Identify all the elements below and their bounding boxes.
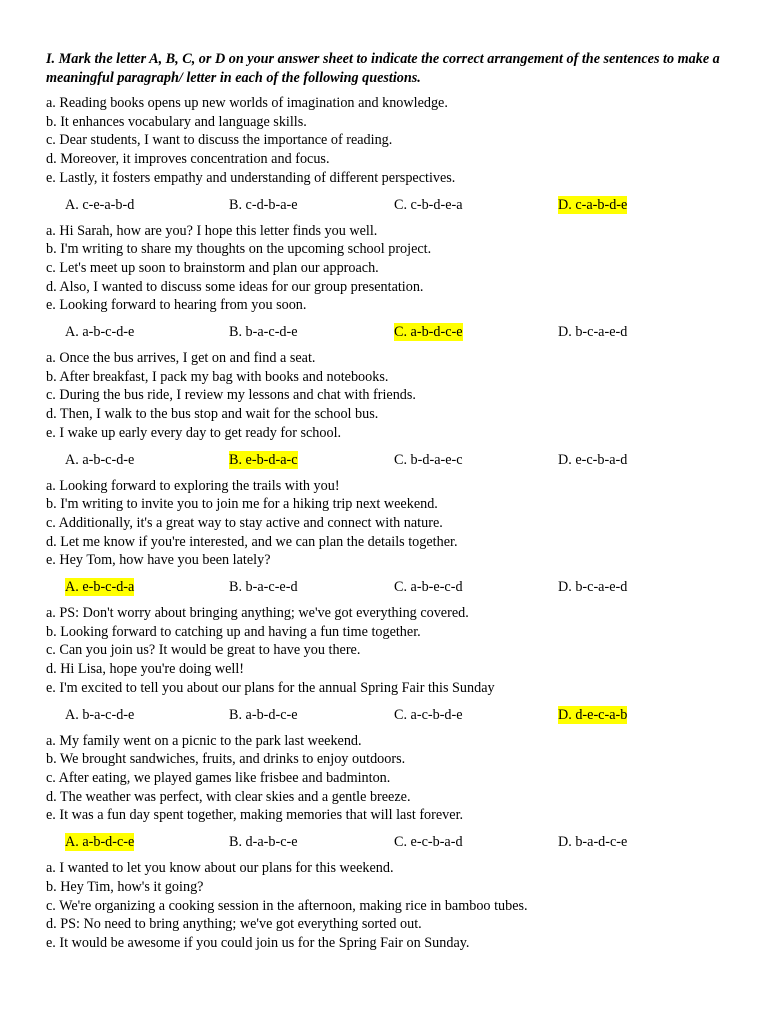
sentence-line: c. Let's meet up soon to brainstorm and plan our approach. (46, 259, 379, 276)
sentence-line: e. I'm excited to tell you about our plans for the annual Spring Fair this Sunday (46, 679, 495, 696)
answer-option: C. a-c-b-d-e (394, 706, 463, 723)
question-block (46, 477, 736, 599)
answer-option-highlighted: A. e-b-c-d-a (65, 579, 135, 596)
answer-option: D. b-c-a-e-d (558, 579, 628, 596)
sentence-line: c. During the bus ride, I review my lessons and chat with friends. (46, 387, 416, 404)
answer-option: C. c-b-d-e-a (394, 196, 463, 213)
sentence-line: c. Dear students, I want to discuss the importance of reading. (46, 132, 393, 149)
sentence-line: e. Looking forward to hearing from you soon. (46, 297, 307, 314)
answer-options-row (46, 323, 736, 343)
answer-option: C. e-c-b-a-d (394, 834, 463, 851)
question-block (46, 859, 736, 953)
sentence-line: b. Hey Tim, how's it going? (46, 878, 204, 895)
answer-option: B. d-a-b-c-e (229, 834, 298, 851)
answer-option-highlighted: A. a-b-d-c-e (65, 834, 135, 851)
answer-option: D. b-c-a-e-d (558, 324, 628, 341)
answer-option: B. c-d-b-a-e (229, 196, 298, 213)
answer-option: D. e-c-b-a-d (558, 451, 628, 468)
sentence-line: e. Hey Tom, how have you been lately? (46, 552, 271, 569)
question-block (46, 604, 736, 726)
question-block (46, 94, 736, 216)
answer-options-row (46, 833, 736, 853)
sentence-line: d. Moreover, it improves concentration and focus. (46, 151, 330, 168)
sentence-line: b. I'm writing to invite you to join me for a hiking trip next weekend. (46, 496, 438, 513)
question-block (46, 222, 736, 344)
sentence-line: b. After breakfast, I pack my bag with books and notebooks. (46, 368, 389, 385)
sentence-line: c. Can you join us? It would be great to have you there. (46, 642, 361, 659)
sentence-line: d. PS: No need to bring anything; we've got everything sorted out. (46, 916, 422, 933)
answer-option: B. a-b-d-c-e (229, 706, 298, 723)
answer-option-highlighted: D. c-a-b-d-e (558, 196, 628, 213)
sentence-line: e. It would be awesome if you could join us for the Spring Fair on Sunday. (46, 934, 470, 951)
answer-option-highlighted: B. e-b-d-a-c (229, 451, 298, 468)
answer-option: B. b-a-c-e-d (229, 579, 298, 596)
sentence-line: a. My family went on a picnic to the park last weekend. (46, 732, 362, 749)
sentence-line: e. I wake up early every day to get ready for school. (46, 424, 342, 441)
sentence-line: d. Hi Lisa, hope you're doing well! (46, 661, 244, 678)
answer-option: C. a-b-e-c-d (394, 579, 463, 596)
answer-option-highlighted: D. d-e-c-a-b (558, 706, 628, 723)
answer-option: B. b-a-c-d-e (229, 324, 298, 341)
sentence-line: a. Reading books opens up new worlds of imagination and knowledge. (46, 95, 448, 111)
sentence-line: a. Once the bus arrives, I get on and find a seat. (46, 350, 316, 367)
sentence-line: d. The weather was perfect, with clear skies and a gentle breeze. (46, 788, 411, 805)
sentence-line: b. I'm writing to share my thoughts on the upcoming school project. (46, 241, 432, 258)
sentence-line: b. Looking forward to catching up and having a fun time together. (46, 623, 421, 640)
answer-options-row (46, 706, 736, 726)
question-block (46, 732, 736, 854)
instruction-heading: I. Mark the letter A, B, C, or D on your answer sheet to indicate the correct arrangement of the sentences to make a meaningful paragraph/ letter in each of the following questions. (46, 51, 720, 86)
sentence-line: a. PS: Don't worry about bringing anything; we've got everything covered. (46, 605, 469, 622)
question-block (46, 349, 736, 471)
sentence-line: b. We brought sandwiches, fruits, and drinks to enjoy outdoors. (46, 751, 406, 768)
sentence-line: d. Also, I wanted to discuss some ideas for our group presentation. (46, 278, 424, 295)
answer-option-highlighted: C. a-b-d-c-e (394, 324, 463, 341)
answer-option: C. b-d-a-e-c (394, 451, 463, 468)
sentence-line: c. After eating, we played games like frisbee and badminton. (46, 769, 391, 786)
answer-options-row (46, 451, 736, 471)
answer-option: A. a-b-c-d-e (65, 324, 135, 341)
sentence-line: d. Let me know if you're interested, and we can plan the details together. (46, 533, 458, 550)
sentence-line: a. Looking forward to exploring the trails with you! (46, 477, 340, 494)
sentence-line: a. Hi Sarah, how are you? I hope this letter finds you well. (46, 222, 378, 239)
sentence-line: d. Then, I walk to the bus stop and wait for the school bus. (46, 406, 379, 423)
answer-options-row (46, 578, 736, 598)
sentence-line: b. It enhances vocabulary and language skills. (46, 113, 307, 130)
answer-options-row (46, 196, 736, 216)
answer-option: D. b-a-d-c-e (558, 834, 628, 851)
sentence-line: e. It was a fun day spent together, making memories that will last forever. (46, 807, 464, 824)
question-list (46, 94, 736, 953)
answer-option: A. a-b-c-d-e (65, 451, 135, 468)
sentence-line: a. I wanted to let you know about our plans for this weekend. (46, 860, 394, 877)
sentence-line: e. Lastly, it fosters empathy and understanding of different perspectives. (46, 169, 456, 186)
answer-option: A. c-e-a-b-d (65, 196, 135, 213)
sentence-line: c. We're organizing a cooking session in the afternoon, making rice in bamboo tubes. (46, 897, 528, 914)
worksheet-document (46, 50, 736, 953)
sentence-line: c. Additionally, it's a great way to stay active and connect with nature. (46, 514, 443, 531)
answer-option: A. b-a-c-d-e (65, 706, 135, 723)
